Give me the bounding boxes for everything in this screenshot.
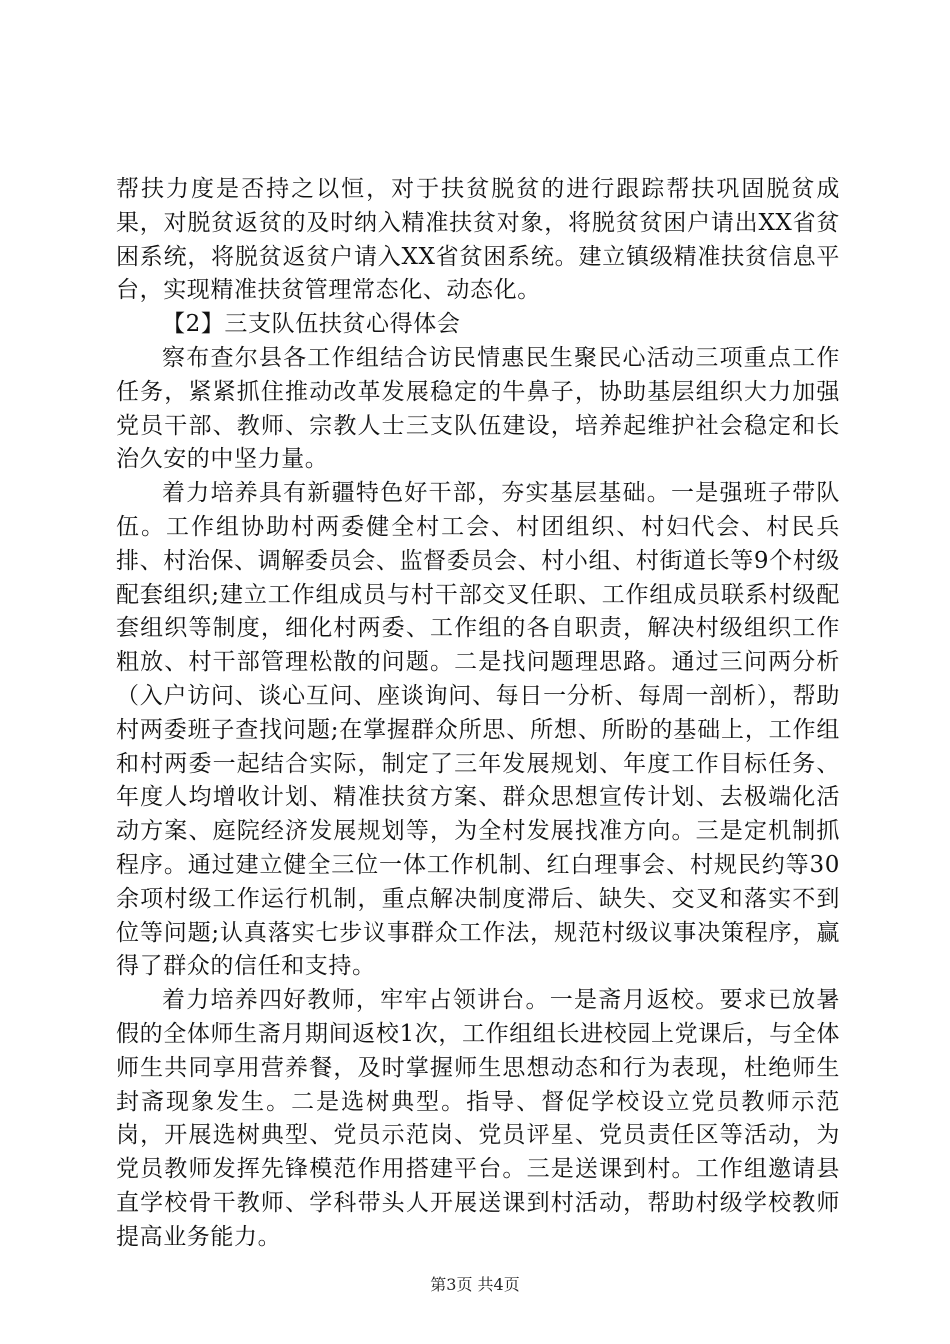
page-footer: 第3页 共4页 (430, 1275, 520, 1294)
document-body (116, 173, 840, 1255)
paragraph-cadres: 着力培养具有新疆特色好干部，夯实基层基础。一是强班子带队伍。工作组协助村两委健全村工会、村团组织、村妇代会、村民兵排、村治保、调解委员会、监督委员会、村小组、村街道长等9个村级配套组织;建立工作组成员与村干部交叉任职、工作组成员联系村级配套组织等制度，细化村两委、工作组的各自职责，解决村级组织工作粗放、村干部管理松散的问题。二是找问题理思路。通过三问两分析（入户访问、谈心互问、座谈询问、每日一分析、每周一剖析），帮助村两委班子查找问题;在掌握群众所思、所想、所盼的基础上，工作组和村两委一起结合实际，制定了三年发展规划、年度工作目标任务、年度人均增收计划、精准扶贫方案、群众思想宣传计划、去极端化活动方案、庭院经济发展规划等，为全村发展找准方向。三是定机制抓程序。通过建立健全三位一体工作机制、红白理事会、村规民约等30余项村级工作运行机制，重点解决制度滞后、缺失、交叉和落实不到位等问题;认真落实七步议事群众工作法，规范村级议事决策程序，赢得了群众的信任和支持。 (116, 480, 840, 980)
paragraph-intro: 察布查尔县各工作组结合访民情惠民生聚民心活动三项重点工作任务，紧紧抓住推动改革发展稳定的牛鼻子，协助基层组织大力加强党员干部、教师、宗教人士三支队伍建设，培养起维护社会稳定和长治久安的中坚力量。 (116, 344, 840, 473)
section-heading: 【2】三支队伍扶贫心得体会 (162, 311, 461, 338)
paragraph-teachers: 着力培养四好教师，牢牢占领讲台。一是斋月返校。要求已放暑假的全体师生斋月期间返校1次，工作组组长进校园上党课后，与全体师生共同享用营养餐，及时掌握师生思想动态和行为表现，杜绝师生封斋现象发生。二是选树典型。指导、督促学校设立党员教师示范岗，开展选树典型、党员示范岗、党员评星、党员责任区等活动，为党员教师发挥先锋模范作用搭建平台。三是送课到村。工作组邀请县直学校骨干教师、学科带头人开展送课到村活动，帮助村级学校教师提高业务能力。 (116, 987, 840, 1250)
paragraph-continuation: 帮扶力度是否持之以恒，对于扶贫脱贫的进行跟踪帮扶巩固脱贫成果，对脱贫返贫的及时纳入精准扶贫对象，将脱贫贫困户请出XX省贫困系统，将脱贫返贫户请入XX省贫困系统。建立镇级精准扶贫信息平台，实现精准扶贫管理常态化、动态化。 (116, 176, 840, 304)
